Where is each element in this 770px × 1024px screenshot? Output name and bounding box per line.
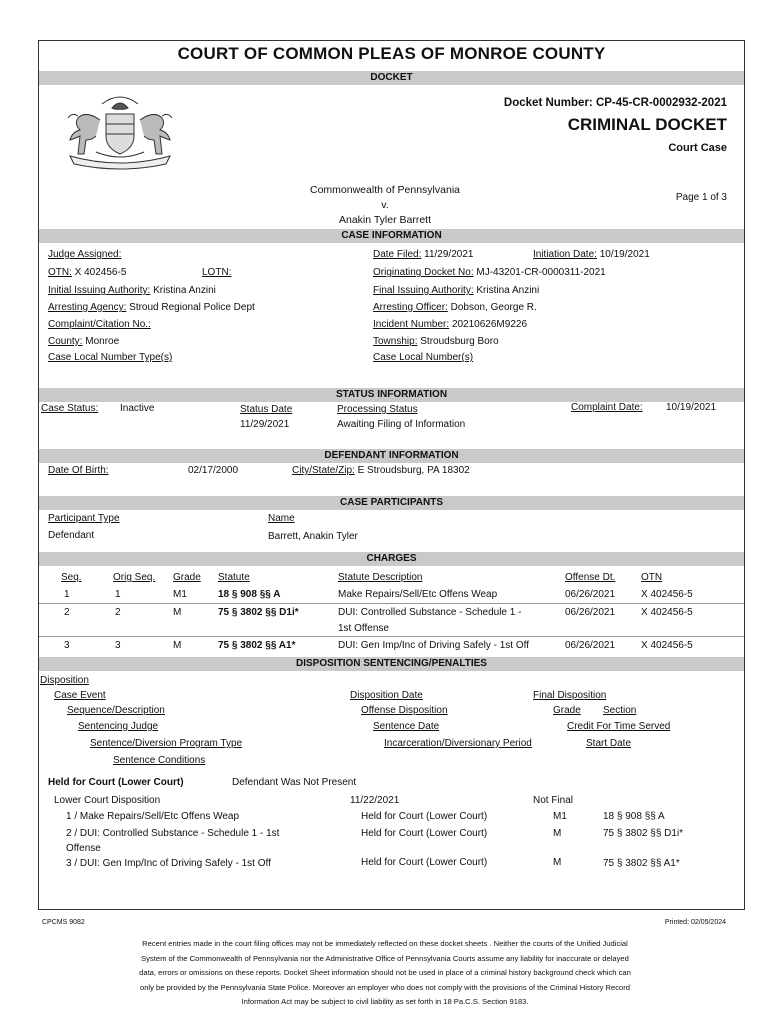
- status-info-bar: STATUS INFORMATION: [39, 388, 744, 402]
- incident-number: Incident Number: 20210626M9226: [373, 319, 528, 330]
- charges-header-seq: Seq.: [61, 572, 82, 583]
- section-header: Section: [603, 705, 637, 716]
- page-number: Page 1 of 3: [675, 192, 727, 203]
- case-info-bar: CASE INFORMATION: [39, 229, 744, 243]
- case-local-number-type: Case Local Number Type(s): [48, 352, 173, 363]
- date-filed: Date Filed: 11/29/2021: [373, 249, 474, 260]
- charges-header-grade: Grade: [173, 572, 201, 583]
- charge-seq: 1: [64, 589, 70, 600]
- charge-row-divider: [39, 603, 744, 604]
- processing-status-value: Awaiting Filing of Information: [337, 419, 466, 430]
- charge-seq: 2: [64, 607, 70, 618]
- originating-docket: Originating Docket No: MJ-43201-CR-0000311-2021: [373, 267, 606, 278]
- grade-header: Grade: [553, 705, 581, 716]
- charges-header-orig-seq: Orig Seq.: [113, 572, 156, 583]
- participant-name-label: Name: [268, 513, 295, 524]
- disposition-item-description: 3 / DUI: Gen Imp/Inc of Driving Safely - 1st Off: [66, 858, 271, 869]
- disclaimer-line: System of the Commonwealth of Pennsylvania nor the Administrative Office of Pennsylvania Courts assume any liability for inaccurate or delayed: [141, 953, 629, 963]
- participants-bar: CASE PARTICIPANTS: [39, 496, 744, 510]
- charge-row-divider: [39, 636, 744, 637]
- offense-disposition-header: Offense Disposition: [361, 705, 448, 716]
- disposition-item-section: 18 § 908 §§ A: [603, 811, 665, 822]
- docket-number: Docket Number: CP-45-CR-0002932-2021: [503, 97, 727, 109]
- lower-court-final: Not Final: [533, 795, 574, 806]
- case-status-label: Case Status:: [41, 403, 99, 414]
- charges-header-statute: Statute: [218, 572, 250, 583]
- caption-plaintiff: Commonwealth of Pennsylvania: [310, 184, 460, 196]
- participant-type: Defendant: [48, 530, 95, 541]
- disposition-bar: DISPOSITION SENTENCING/PENALTIES: [39, 657, 744, 671]
- charge-grade: M: [173, 607, 182, 618]
- disposition-item-offense: Held for Court (Lower Court): [361, 828, 488, 839]
- start-date-header: Start Date: [586, 738, 632, 749]
- docket-bar: DOCKET: [39, 71, 744, 85]
- disposition-header: Disposition: [40, 675, 89, 686]
- final-issuing-authority: Final Issuing Authority: Kristina Anzini: [373, 285, 540, 296]
- charge-description: DUI: Controlled Substance - Schedule 1 -: [338, 607, 522, 618]
- charge-otn: X 402456-5: [641, 607, 693, 618]
- final-disposition-header: Final Disposition: [533, 690, 607, 701]
- charge-otn: X 402456-5: [641, 589, 693, 600]
- disposition-item-section: 75 § 3802 §§ D1i*: [603, 828, 684, 839]
- disclaimer-line: Recent entries made in the court filing offices may not be immediately reflected on these docket sheets . Neither the courts of the Unified Judicial: [142, 939, 628, 948]
- charges-header-offense-date: Offense Dt.: [565, 572, 616, 583]
- disposition-item-offense: Held for Court (Lower Court): [361, 811, 488, 822]
- otn: OTN: X 402456-5: [48, 267, 127, 278]
- charge-seq: 3: [64, 640, 70, 651]
- case-caption: [250, 183, 520, 228]
- charges-bar: CHARGES: [39, 552, 744, 566]
- charge-statute: 18 § 908 §§ A: [218, 589, 281, 600]
- disclaimer-line: Information Act may be subject to civil liability as set forth in 18 Pa.C.S. Section 9183.: [241, 997, 529, 1007]
- disposition-item-description: 1 / Make Repairs/Sell/Etc Offens Weap: [66, 811, 240, 822]
- city-state-zip: City/State/Zip: E Stroudsburg, PA 18302: [292, 465, 470, 476]
- charge-description: Make Repairs/Sell/Etc Offens Weap: [338, 589, 498, 600]
- disposition-item-description-cont: Offense: [66, 843, 101, 854]
- disposition-item-grade: M: [553, 828, 562, 839]
- incarceration-period-header: Incarceration/Diversionary Period: [384, 738, 532, 749]
- disclaimer: [80, 937, 690, 1010]
- sentence-program-type-header: Sentence/Diversion Program Type: [90, 738, 243, 749]
- charge-offense-date: 06/26/2021: [565, 640, 616, 651]
- lower-court-disposition: Lower Court Disposition: [54, 795, 161, 806]
- initial-issuing-authority: Initial Issuing Authority: Kristina Anzini: [48, 285, 216, 296]
- charge-statute: 75 § 3802 §§ D1i*: [218, 607, 299, 618]
- complaint-date-label: Complaint Date:: [571, 402, 643, 413]
- status-date-label: Status Date: [240, 404, 293, 415]
- charge-statute: 75 § 3802 §§ A1*: [218, 640, 296, 651]
- printed-date: Printed: 02/05/2024: [664, 919, 726, 926]
- docket-type: CRIMINAL DOCKET: [567, 115, 727, 134]
- court-title: COURT OF COMMON PLEAS OF MONROE COUNTY: [177, 44, 606, 63]
- charge-offense-date: 06/26/2021: [565, 607, 616, 618]
- disclaimer-line: only be provided by the Pennsylvania State Police. Moreover an employer who does not comply with the provisions of the Criminal History Record: [139, 982, 631, 992]
- disposition-item-grade: M: [553, 857, 562, 868]
- arresting-officer: Arresting Officer: Dobson, George R.: [373, 302, 537, 313]
- case-event-header: Case Event: [54, 690, 106, 701]
- county: County: Monroe: [48, 336, 120, 347]
- pennsylvania-seal-icon: [56, 94, 184, 170]
- defendant-info-bar: DEFENDANT INFORMATION: [39, 449, 744, 463]
- disclaimer-line: data, errors or omissions on these reports. Docket Sheet information should not be used in place of a criminal history background check which can: [139, 968, 631, 978]
- complaint-date-value: 10/19/2021: [666, 402, 717, 413]
- disposition-item-offense: Held for Court (Lower Court): [361, 857, 488, 868]
- sentencing-judge-header: Sentencing Judge: [78, 721, 159, 732]
- caption-versus: v.: [381, 199, 389, 211]
- caption-defendant: Anakin Tyler Barrett: [338, 214, 431, 226]
- charges-header-otn: OTN: [641, 572, 663, 583]
- charge-grade: M1: [173, 589, 187, 600]
- township: Township: Stroudsburg Boro: [373, 336, 499, 347]
- sentence-date-header: Sentence Date: [373, 721, 440, 732]
- judge-label: Judge Assigned:: [48, 249, 122, 260]
- charge-grade: M: [173, 640, 182, 651]
- sequence-description-header: Sequence/Description: [67, 705, 165, 716]
- case-status-value: Inactive: [120, 403, 155, 414]
- charge-description: DUI: Gen Imp/Inc of Driving Safely - 1st Off: [338, 640, 529, 651]
- case-event-note: Defendant Was Not Present: [232, 777, 357, 788]
- arresting-agency: Arresting Agency: Stroud Regional Police Dept: [48, 302, 255, 313]
- credit-time-served-header: Credit For Time Served: [567, 721, 671, 732]
- lotn-label: LOTN:: [202, 267, 232, 278]
- lower-court-date: 11/22/2021: [350, 795, 400, 806]
- initiation-date: Initiation Date: 10/19/2021: [533, 249, 650, 260]
- status-date-value: 11/29/2021: [240, 419, 290, 430]
- form-id: CPCMS 9082: [42, 919, 85, 926]
- charges-header-description: Statute Description: [338, 572, 423, 583]
- participant-name: Barrett, Anakin Tyler: [268, 531, 358, 542]
- court-case: Court Case: [668, 142, 727, 154]
- case-local-number: Case Local Number(s): [373, 352, 474, 363]
- case-event: Held for Court (Lower Court): [48, 777, 184, 788]
- dob-value: 02/17/2000: [188, 465, 239, 476]
- complaint-citation-label: Complaint/Citation No.:: [48, 319, 151, 330]
- participant-type-label: Participant Type: [48, 513, 120, 524]
- sentence-conditions-header: Sentence Conditions: [113, 755, 206, 766]
- disposition-item-grade: M1: [553, 811, 567, 822]
- charge-orig-seq: 1: [115, 589, 121, 600]
- dob-label: Date Of Birth:: [48, 465, 109, 476]
- charge-otn: X 402456-5: [641, 640, 693, 651]
- charge-offense-date: 06/26/2021: [565, 589, 616, 600]
- charge-description-cont: 1st Offense: [338, 623, 389, 634]
- charge-orig-seq: 2: [115, 607, 121, 618]
- disposition-item-section: 75 § 3802 §§ A1*: [603, 858, 680, 869]
- disposition-date-header: Disposition Date: [350, 690, 423, 701]
- charge-orig-seq: 3: [115, 640, 121, 651]
- processing-status-label: Processing Status: [337, 404, 418, 415]
- disposition-item-description: 2 / DUI: Controlled Substance - Schedule 1 - 1st: [66, 828, 280, 839]
